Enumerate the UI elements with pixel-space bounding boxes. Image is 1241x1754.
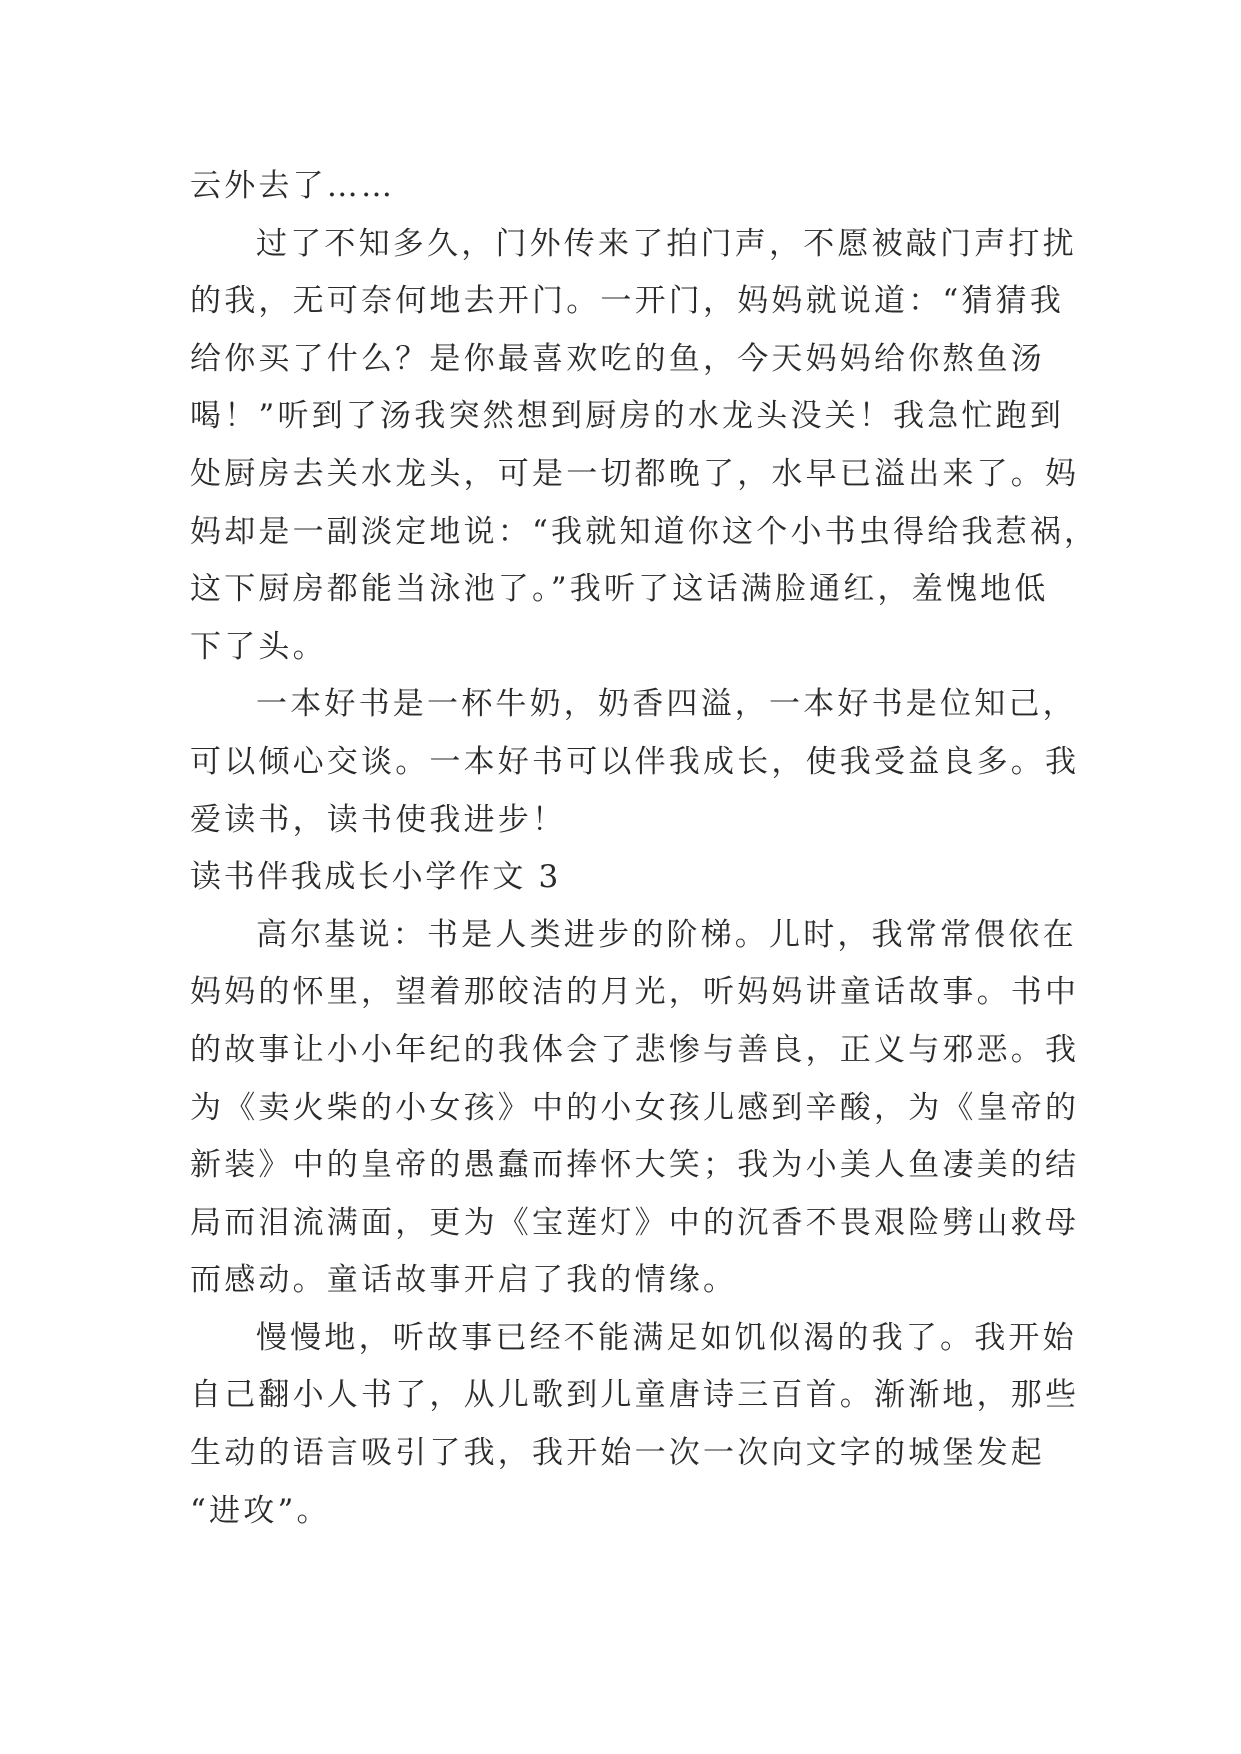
text-line: 自己翻小人书了，从儿歌到儿童唐诗三百首。渐渐地，那些 (190, 1377, 1080, 1414)
section-heading: 读书伴我成长小学作文 3 (190, 859, 561, 896)
text-line: 的故事让小小年纪的我体会了悲惨与善良，正义与邪恶。我 (190, 1031, 1080, 1068)
text-line: 慢慢地，听故事已经不能满足如饥似渴的我了。我开始 (256, 1319, 1077, 1356)
text-line: 新装》中的皇帝的愚蠢而捧怀大笑；我为小美人鱼凄美的结 (190, 1147, 1080, 1184)
text-line: 下了头。 (190, 628, 327, 665)
text-line: 妈妈的怀里，望着那皎洁的月光，听妈妈讲童话故事。书中 (190, 974, 1080, 1011)
text-line: 这下厨房都能当泳池了。”我听了这话满脸通红，羞愧地低 (190, 571, 1049, 608)
text-line: 处厨房去关水龙头，可是一切都晚了，水早已溢出来了。妈 (190, 455, 1080, 492)
document-body (190, 158, 1099, 1540)
text-line: 生动的语言吸引了我，我开始一次一次向文字的城堡发起 (190, 1435, 1045, 1472)
text-line: 的我，无可奈何地去开门。一开门，妈妈就说道：“猜猜我 (190, 283, 1065, 320)
text-line: 一本好书是一杯牛奶，奶香四溢，一本好书是位知己， (256, 686, 1077, 723)
text-line: 高尔基说：书是人类进步的阶梯。儿时，我常常偎依在 (256, 916, 1077, 953)
text-line: 给你买了什么？是你最喜欢吃的鱼，今天妈妈给你熬鱼汤 (190, 340, 1045, 377)
text-line: “进攻”。 (190, 1492, 331, 1529)
text-line: 局而泪流满面，更为《宝莲灯》中的沉香不畏艰险劈山救母 (190, 1204, 1080, 1241)
text-line: 而感动。童话故事开启了我的情缘。 (190, 1262, 738, 1299)
text-line: 妈却是一副淡定地说：“我就知道你这个小书虫得给我惹祸， (190, 513, 1099, 550)
text-line: 为《卖火柴的小女孩》中的小女孩儿感到辛酸，为《皇帝的 (190, 1089, 1080, 1126)
text-line: 过了不知多久，门外传来了拍门声，不愿被敲门声打扰 (256, 225, 1077, 262)
text-line: 爱读书，读书使我进步！ (190, 801, 567, 838)
text-line: 可以倾心交谈。一本好书可以伴我成长，使我受益良多。我 (190, 743, 1080, 780)
text-line: 喝！”听到了汤我突然想到厨房的水龙头没关！我急忙跑到 (190, 398, 1065, 435)
text-line: 云外去了…… (190, 168, 396, 204)
